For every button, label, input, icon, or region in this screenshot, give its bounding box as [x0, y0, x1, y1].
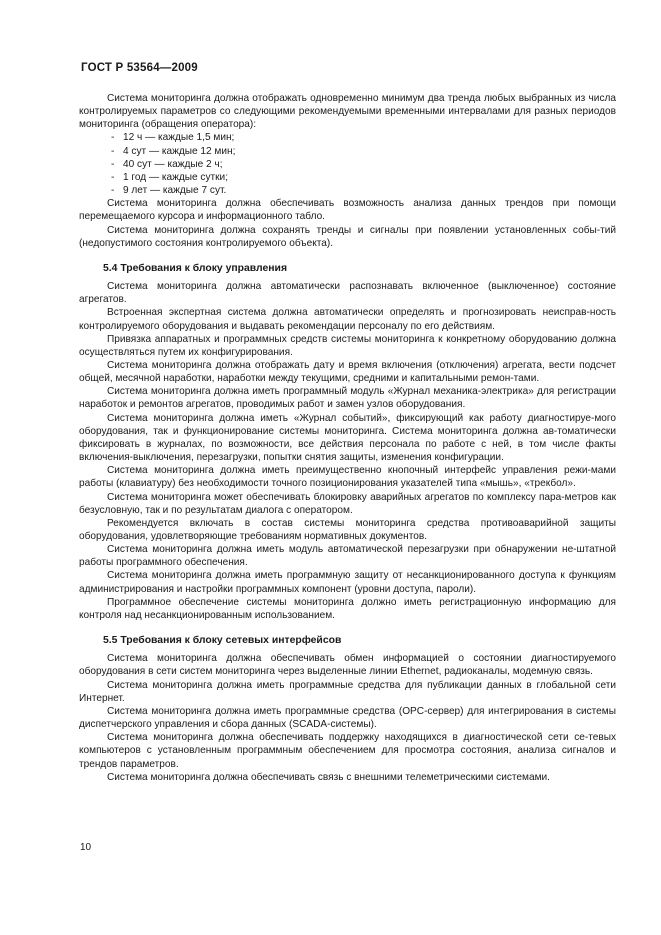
paragraph: Программное обеспечение системы мониторинга должно иметь регистрационную информацию для контроля над несанкционированным использованием. [79, 596, 616, 621]
dash-bullet: - [111, 132, 115, 144]
dash-bullet: - [111, 171, 115, 183]
section-heading-5-4: 5.4 Требования к блоку управления [103, 262, 288, 274]
paragraph: Рекомендуется включать в состав системы мониторинга средства противоаварийной защиты оборудования, удовлетворяющие требованиям нормативных документов. [79, 517, 616, 542]
paragraph: Система мониторинга должна отображать дату и время включения (отключения) агрегата, вести подсчет общей, месячной наработки, наработки между текущими, средними и капитальными ремон-тами. [79, 359, 616, 385]
section-heading-5-5: 5.5 Требования к блоку сетевых интерфейсов [103, 635, 342, 647]
paragraph: Система мониторинга должна отображать одновременно минимум два тренда любых выбранных из числа контролируемых параметров со следующими рекомендуемыми временными интервалами для разных периодов мониторинга (обращения оператора): [79, 93, 616, 131]
paragraph: Система мониторинга должна иметь «Журнал событий», фиксирующий как работу диагностируе-мого оборудования, так и функционирование системы мониторинга. Система мониторинга должна ав-томатически фиксировать в журналах, по возможности, все действия персонала по работе с ней, в том числе факты включения-выключения, перезагрузки, попытки снятия защиты, изменения конфигурации. [79, 412, 616, 464]
paragraph: Система мониторинга должна сохранять тренды и сигналы при появлении установленных собы-тий (недопустимого состояния контролируемого объекта). [79, 224, 616, 249]
dash-bullet: - [111, 145, 115, 157]
paragraph: Система мониторинга должна обеспечивать поддержку находящихся в диагностической сети се-тевых компьютеров с установленным программным обеспечением для просмотра состояния, анализа сигналов и трендов параметров. [79, 732, 616, 770]
paragraph: Система мониторинга должна иметь программную защиту от несанкционированного доступа к функциям администрирования и настройки программных компонент (уровни доступа, пароли). [79, 570, 616, 595]
document-header: ГОСТ Р 53564—2009 [81, 62, 198, 74]
paragraph: Система мониторинга должна обеспечивать обмен информацией о состоянии диагностируемого оборудования в сети систем мониторинга через выделенные линии Ethernet, радиоканалы, модемную связь. [79, 653, 616, 678]
paragraph: Привязка аппаратных и программных средств системы мониторинга к конкретному оборудованию должна осуществляться путем их конфигурирования. [79, 333, 616, 358]
paragraph: Система мониторинга должна иметь программные средства (OPC-сервер) для интегрирования в системы диспетчерского управления и сбора данных (SCADA-системы). [79, 705, 616, 731]
paragraph: Система мониторинга должна иметь модуль автоматической перезагрузки при обнаружении не-штатной работы программного обеспечения. [79, 544, 616, 569]
paragraph: Система мониторинга может обеспечивать блокировку аварийных агрегатов по комплексу пара-метров как безусловную, так и по результатам диалога с оператором. [79, 491, 616, 516]
list-item: - 4 сут — каждые 12 мин; [111, 145, 236, 157]
paragraph: Встроенная экспертная система должна автоматически определять и прогнозировать неисправ-ность контролируемого оборудования и выдавать рекомендации персоналу по его действиям. [79, 307, 616, 332]
paragraph: Система мониторинга должна обеспечивать возможность анализа данных трендов при помощи перемещаемого курсора и информационного табло. [79, 198, 616, 223]
dash-bullet: - [111, 158, 115, 170]
page-number: 10 [80, 842, 92, 853]
document-body [79, 92, 616, 784]
interval-list [79, 131, 616, 197]
list-item: - 12 ч — каждые 1,5 мин; [111, 132, 235, 144]
paragraph: Система мониторинга должна иметь программный модуль «Журнал механика-электрика» для регистрации наработок и ремонтов агрегатов, проводимых работ и замен узлов оборудования. [79, 386, 616, 411]
dash-bullet: - [111, 185, 115, 197]
list-item: - 9 лет — каждые 7 сут. [111, 185, 227, 197]
paragraph: Система мониторинга должна обеспечивать связь с внешними телеметрическими системами. [107, 771, 550, 783]
paragraph: Система мониторинга должна иметь преимущественно кнопочный интерфейс управления режи-мами работы (клавиатуру) без необходимости точного позиционирования указателей типа «мышь», «трекбол». [79, 465, 616, 490]
paragraph: Система мониторинга должна иметь программные средства для публикации данных в глобальной сети Интернет. [79, 679, 616, 704]
list-item: - 1 год — каждые сутки; [111, 171, 229, 183]
paragraph: Система мониторинга должна автоматически распознавать включенное (выключенное) состояние агрегатов. [79, 281, 616, 306]
list-item: - 40 сут — каждые 2 ч; [111, 158, 223, 170]
